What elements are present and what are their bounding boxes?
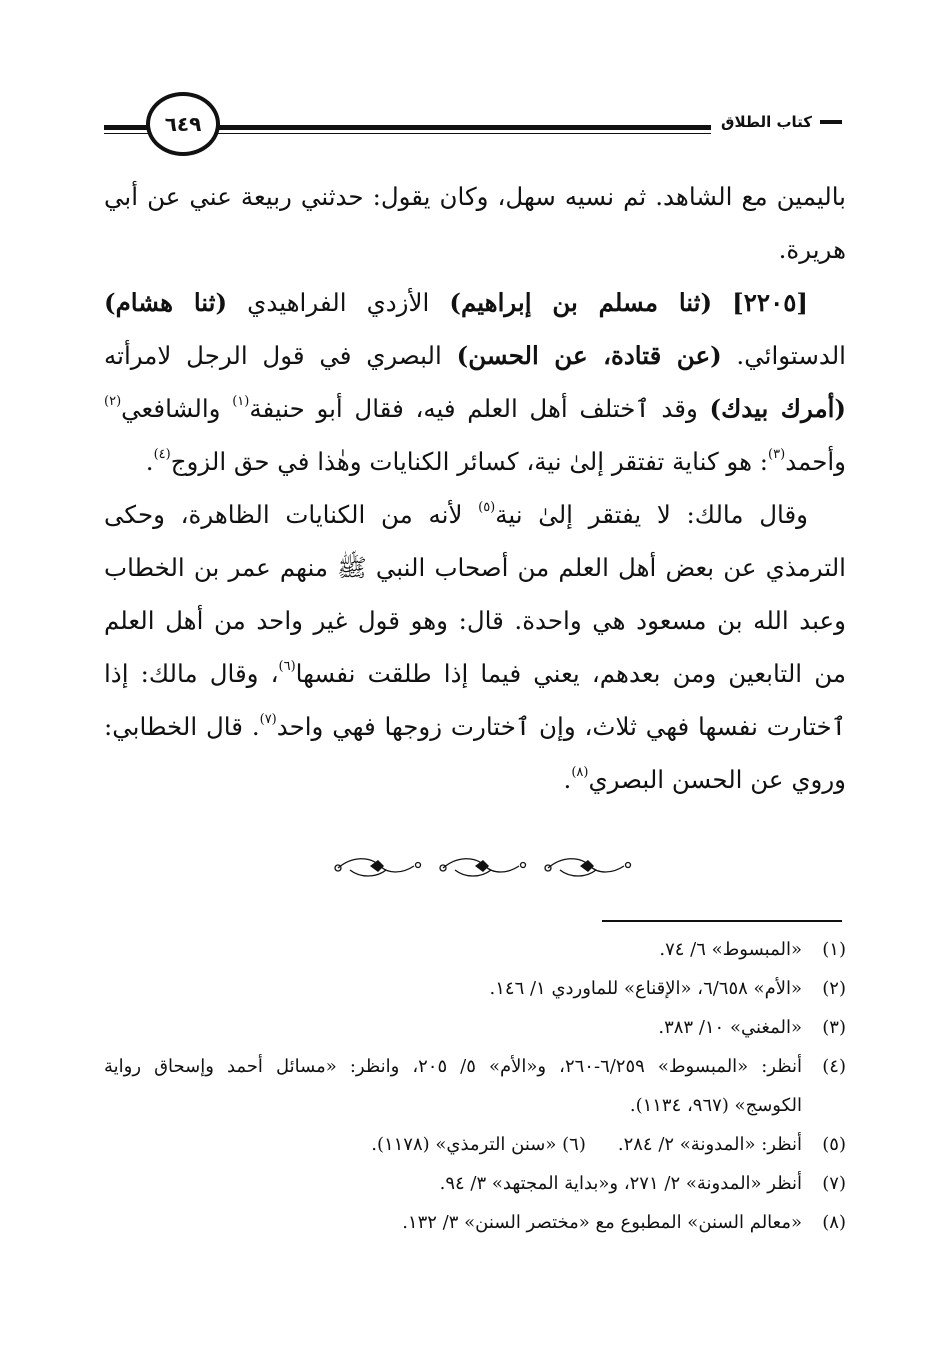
- text-segment: البصري في قول الرجل لامرأته: [104, 341, 457, 370]
- footnote-text: [104, 1125, 802, 1164]
- footnote-ref-6[interactable]: (٦): [278, 659, 296, 674]
- page-header: [104, 92, 846, 164]
- footnote-4: [104, 1047, 846, 1125]
- paragraph-1: باليمين مع الشاهد. ثم نسيه سهل، وكان يقول: حدثني ربيعة عني عن أبي هريرة.: [104, 182, 846, 264]
- text-segment: .: [145, 447, 154, 476]
- footnote-5-text: أنظر: «المدونة» ٢/ ٢٨٤.: [617, 1134, 802, 1155]
- footnote-ref-5[interactable]: (٥): [478, 500, 496, 515]
- footnote-ref-8[interactable]: (٨): [571, 765, 589, 780]
- footnote-text: «المبسوط» ٦/ ٧٤.: [659, 939, 802, 960]
- narrator-qatada: (عن قتادة، عن الحسن): [456, 341, 722, 370]
- footnote-ref-4[interactable]: (٤): [153, 447, 171, 462]
- footnote-text: أنظر «المدونة» ٢/ ٢٧١، و«بداية المجتهد» ٣/ ٩٤.: [439, 1173, 802, 1194]
- footnote-number: (٥): [822, 1134, 846, 1155]
- footnote-7: [104, 1164, 846, 1203]
- footnote-ref-2[interactable]: (٢): [104, 394, 122, 409]
- footnote-ref-3[interactable]: (٣): [768, 447, 786, 462]
- narrator-hisham: (ثنا هشام): [104, 288, 228, 317]
- text-segment: لأنه من الكنايات الظاهرة، وحكى الترمذي عن بعض أهل العلم من أصحاب النبي ﷺ منهم عمر بن الخطاب وعبد الله بن مسعود هي واحدة. قال: وهو قول غير واحد من أهل العلم من التابعين ومن بعدهم، يعني فيما إذا طلقت نفسها: [104, 500, 846, 688]
- footnote-ref-7[interactable]: (٧): [259, 712, 277, 727]
- main-text: [104, 170, 846, 806]
- quoted-phrase: (أمرك بيدك): [709, 394, 847, 423]
- footnote-number: (٤): [822, 1056, 846, 1077]
- chapter-title: كتاب الطلاق: [721, 113, 812, 131]
- page-number: ٦٤٩: [164, 112, 202, 136]
- paragraph-3: [104, 488, 846, 806]
- footnote-5-6: [104, 1125, 846, 1164]
- footnote-number: (٨): [822, 1212, 846, 1233]
- section-divider-ornament: [330, 848, 640, 884]
- footnotes: [104, 930, 846, 1242]
- header-dash: [820, 120, 842, 124]
- text-segment: والشافعي: [121, 394, 233, 423]
- running-title: [711, 108, 846, 136]
- footnote-6-number: (٦): [562, 1134, 586, 1155]
- footnote-text: «معالم السنن» المطبوع مع «مختصر السنن» ٣/ ١٣٢.: [402, 1212, 802, 1233]
- text-segment: . قال الخطابي: وروي عن الحسن البصري: [104, 712, 846, 794]
- text-segment: ، وقال مالك: إذا ٱختارت نفسها فهي ثلاث، وإن ٱختارت زوجها فهي واحد: [104, 659, 846, 741]
- footnotes-separator: [602, 920, 842, 922]
- text-segment: وقد ٱختلف أهل العلم فيه، فقال أبو حنيفة: [249, 394, 710, 423]
- text-segment: الدستوائي.: [721, 341, 846, 370]
- text-segment: : هو كناية تفتقر إلىٰ نية، كسائر الكنايات وهٰذا في حق الزوج: [170, 447, 769, 476]
- footnote-3: [104, 1008, 846, 1047]
- footnote-2: [104, 969, 846, 1008]
- footnote-number: (٢): [822, 978, 846, 999]
- narrator-muslim: (ثنا مسلم بن إبراهيم): [449, 288, 713, 317]
- footnote-number: (١): [822, 939, 846, 960]
- footnote-number: (٧): [822, 1173, 846, 1194]
- text-segment: الأزدي الفراهيدي: [227, 288, 450, 317]
- text-segment: وقال مالك: لا يفتقر إلىٰ نية: [495, 500, 808, 529]
- footnote-ref-1[interactable]: (١): [232, 394, 250, 409]
- page-number-badge: [146, 92, 220, 156]
- text-segment: وأحمد: [785, 447, 846, 476]
- footnote-8: [104, 1203, 846, 1242]
- hadith-number: [٢٢٠٥]: [732, 288, 808, 317]
- footnote-text: أنظر: «المبسوط» ٦/٢٥٩-٢٦٠، و«الأم» ٥/ ٢٠٥، وانظر: «مسائل أحمد وإسحاق رواية الكوسج» (٩٦٧، ١١٣٤).: [104, 1056, 802, 1116]
- paragraph-hadith-2205: [104, 276, 846, 488]
- footnote-1: [104, 930, 846, 969]
- footnote-text: «الأم» ٦/٦٥٨، «الإقناع» للماوردي ١/ ١٤٦.: [489, 978, 802, 999]
- text-segment: .: [563, 765, 572, 794]
- footnote-number: (٣): [822, 1017, 846, 1038]
- footnote-6-text: «سنن الترمذي» (١١٧٨).: [371, 1134, 557, 1155]
- footnote-text: «المغني» ١٠/ ٣٨٣.: [658, 1017, 802, 1038]
